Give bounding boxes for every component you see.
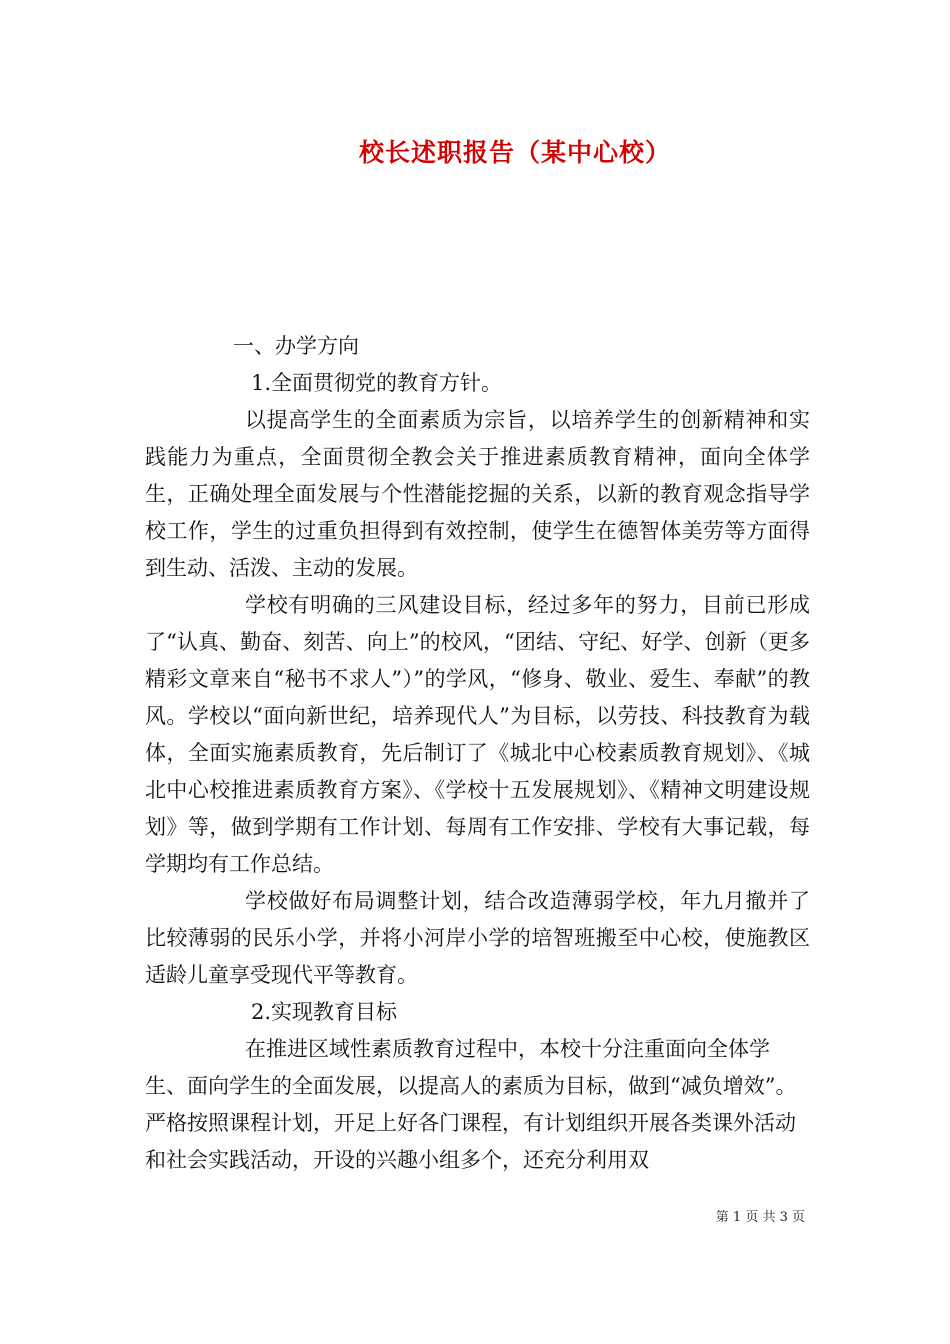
document-title: 校长述职报告（某中心校） (358, 138, 671, 167)
body-paragraph: 学校有明确的三风建设目标，经过多年的努力，目前已形成了“认真、勤奋、刻苦、向上”的校风，“团结、守纪、好学、创新（更多精彩文章来自“秘书不求人”）”的学风，“修身、敬业、爱生、奉献”的教风。学校以“面向新世纪，培养现代人”为目标，以劳技、科技教育为载体，全面实施素质教育，先后制订了《城北中心校素质教育规划》、《城北中心校推进素质教育方案》、《学校十五发展规划》、《精神文明建设规划》等，做到学期有工作计划、每周有工作安排、学校有大事记载，每学期均有工作总结。 (145, 593, 810, 876)
subsection-heading: 2.实现教育目标 (251, 1000, 398, 1024)
body-paragraph: 在推进区域性素质教育过程中，本校十分注重面向全体学生、面向学生的全面发展，以提高人的素质为目标，做到“减负增效”。严格按照课程计划，开足上好各门课程，有计划组织开展各类课外活动和社会实践活动，开设的兴趣小组多个，还充分利用双 (145, 1037, 797, 1172)
page-number-footer: 第 1 页 共 3 页 (715, 1210, 805, 1225)
subsection-heading: 1.全面贯彻党的教育方针。 (251, 371, 503, 395)
section-heading: 一、办学方向 (233, 334, 359, 358)
document-body (145, 328, 810, 1179)
body-paragraph: 学校做好布局调整计划，结合改造薄弱学校，年九月撤并了比较薄弱的民乐小学，并将小河岸小学的培智班搬至中心校，使施教区适龄儿童享受现代平等教育。 (145, 889, 810, 987)
body-paragraph: 以提高学生的全面素质为宗旨，以培养学生的创新精神和实践能力为重点，全面贯彻全教会关于推进素质教育精神，面向全体学生，正确处理全面发展与个性潜能挖掘的关系，以新的教育观念指导学校工作，学生的过重负担得到有效控制，使学生在德智体美劳等方面得到生动、活泼、主动的发展。 (145, 408, 810, 580)
